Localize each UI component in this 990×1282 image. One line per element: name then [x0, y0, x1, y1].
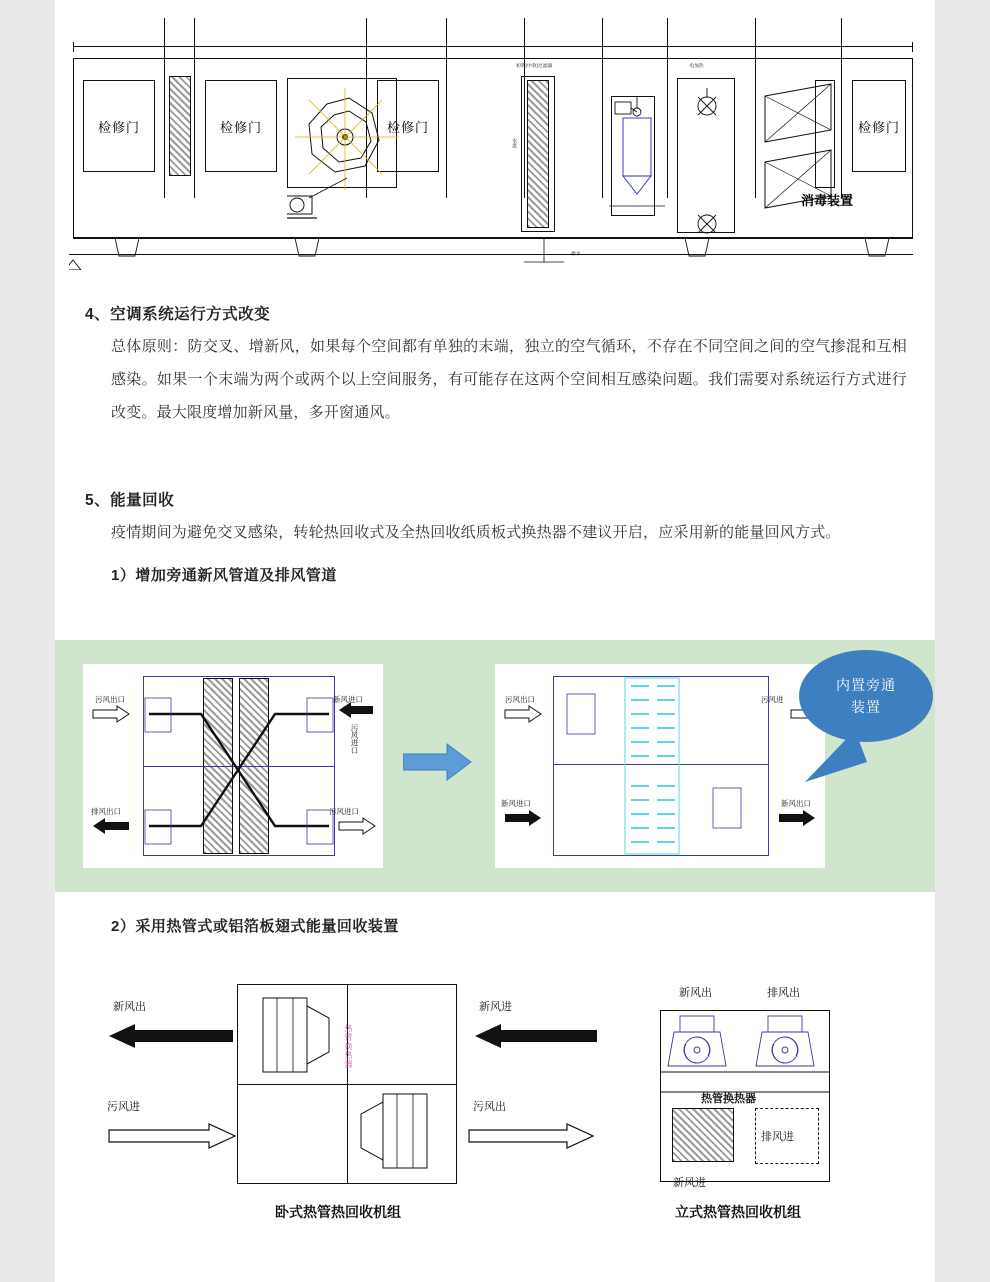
- label-side-vertical: 污风进口: [350, 724, 359, 754]
- humidifier-icon: [607, 88, 671, 228]
- subsection-2-label: 2）采用热管式或铝箔板翅式能量回收装置: [111, 918, 399, 935]
- dimension-tick: [912, 42, 913, 52]
- arrow-dirty-air-in: [99, 1122, 239, 1152]
- section-4-title: 空调系统运行方式改变: [110, 306, 271, 323]
- filter-frame: [521, 76, 555, 232]
- access-door-label: 检修门: [219, 119, 262, 135]
- access-door-label: 检修门: [386, 119, 429, 135]
- label-heat-exchanger: 热管换热器: [701, 1093, 756, 1105]
- fan-wheel-icon: [287, 78, 402, 238]
- section-4: [55, 300, 935, 429]
- label-fresh-in: 新风进: [479, 1001, 512, 1013]
- label-dirty-in: 污风进: [107, 1101, 140, 1113]
- filter-block-icon: [672, 1108, 734, 1162]
- heat-pipe-recovery-diagram: [55, 962, 935, 1262]
- bypass-duct-diagram: [55, 640, 935, 892]
- arrow-fresh-air-in: [465, 1022, 605, 1052]
- electric-heater-annotation: 电加热: [689, 63, 704, 69]
- bypass-callout-text: 内置旁通 装置: [836, 677, 896, 715]
- label-exhaust-out: 排风出口: [91, 807, 121, 816]
- section-5-heading: [85, 486, 935, 516]
- label-r-dirty-out: 污风出口: [505, 695, 535, 704]
- access-door-2: [205, 80, 277, 172]
- section-4-heading: [85, 300, 935, 330]
- bypass-callout-bubble: [799, 650, 933, 742]
- disinfect-device-label: 消毒装置: [801, 193, 854, 208]
- water-pan-annotation: 水盘: [511, 138, 517, 148]
- support-feet-icon: [69, 236, 919, 270]
- label-v-exhaust-out: 排风出: [767, 987, 800, 999]
- air-handling-unit-schematic: [55, 18, 935, 273]
- filter-annotation: 初效(中效)过滤器: [515, 63, 553, 69]
- section-5-paragraph: 疫情期间为避免交叉感染，转轮热回收式及全热回收纸质板式换热器不建议开启，应采用新的能量回风方式。: [111, 524, 841, 541]
- label-r-fresh-in: 新风进口: [501, 799, 531, 808]
- label-v-fresh-out: 新风出: [679, 987, 712, 999]
- heater-coil-icon: [675, 74, 739, 239]
- arrow-fresh-air-out: [95, 1022, 235, 1052]
- section-5: [55, 486, 935, 591]
- label-r-dirty-in: 污风进: [761, 695, 784, 704]
- fan-ducts-icon: [237, 984, 459, 1186]
- vertical-unit-caption: 立式热管热回收机组: [675, 1204, 801, 1220]
- drain-annotation: 排水: [571, 251, 581, 257]
- heat-pipe-exchanger-label: 热管换热器: [344, 1024, 353, 1069]
- arrow-dirty-air-out: [465, 1122, 605, 1152]
- section-5-number: 5、: [85, 492, 111, 509]
- subsection-1-label: 1）增加旁通新风管道及排风管道: [111, 567, 337, 584]
- label-v-fresh-in: 新风进: [673, 1177, 706, 1189]
- label-r-fresh-out: 新风出口: [781, 799, 811, 808]
- filter-section-icon: [169, 76, 191, 176]
- horizontal-unit-caption: 卧式热管热回收机组: [275, 1204, 401, 1220]
- label-fresh-air-in: 新风进口: [333, 695, 363, 704]
- section-5-title: 能量回收: [110, 492, 175, 509]
- uv-lamp-icon: [815, 80, 835, 188]
- access-door-label: 检修门: [857, 119, 900, 135]
- access-door-label: 检修门: [97, 119, 140, 135]
- transition-arrow-icon: [403, 742, 475, 782]
- document-page: [55, 0, 935, 1282]
- ahu-segment: [447, 18, 525, 198]
- section-4-paragraph: 总体原则：防交叉、增新风，如果每个空间都有单独的末端，独立的空气循环，不存在不同空间之间的空气掺混和互相感染。如果一个末端为两个或两个以上空间服务，有可能存在这两个空间相互感染问题。我们需要对系统运行方式进行改变。最大限度增加新风量，多开窗通风。: [111, 338, 907, 421]
- access-door-4: [852, 80, 906, 172]
- access-door-1: [83, 80, 155, 172]
- label-dirty-out: 污风出: [473, 1101, 506, 1113]
- label-dirty-air-out: 污风出口: [95, 695, 125, 704]
- section-4-number: 4、: [85, 306, 111, 323]
- bypass-left-panel: [83, 664, 383, 868]
- subsection-2: [55, 912, 935, 942]
- label-exhaust-in: 排风进: [761, 1131, 794, 1143]
- label-dirty-air-in: 污风进口: [329, 807, 359, 816]
- label-fresh-out: 新风出: [113, 1001, 146, 1013]
